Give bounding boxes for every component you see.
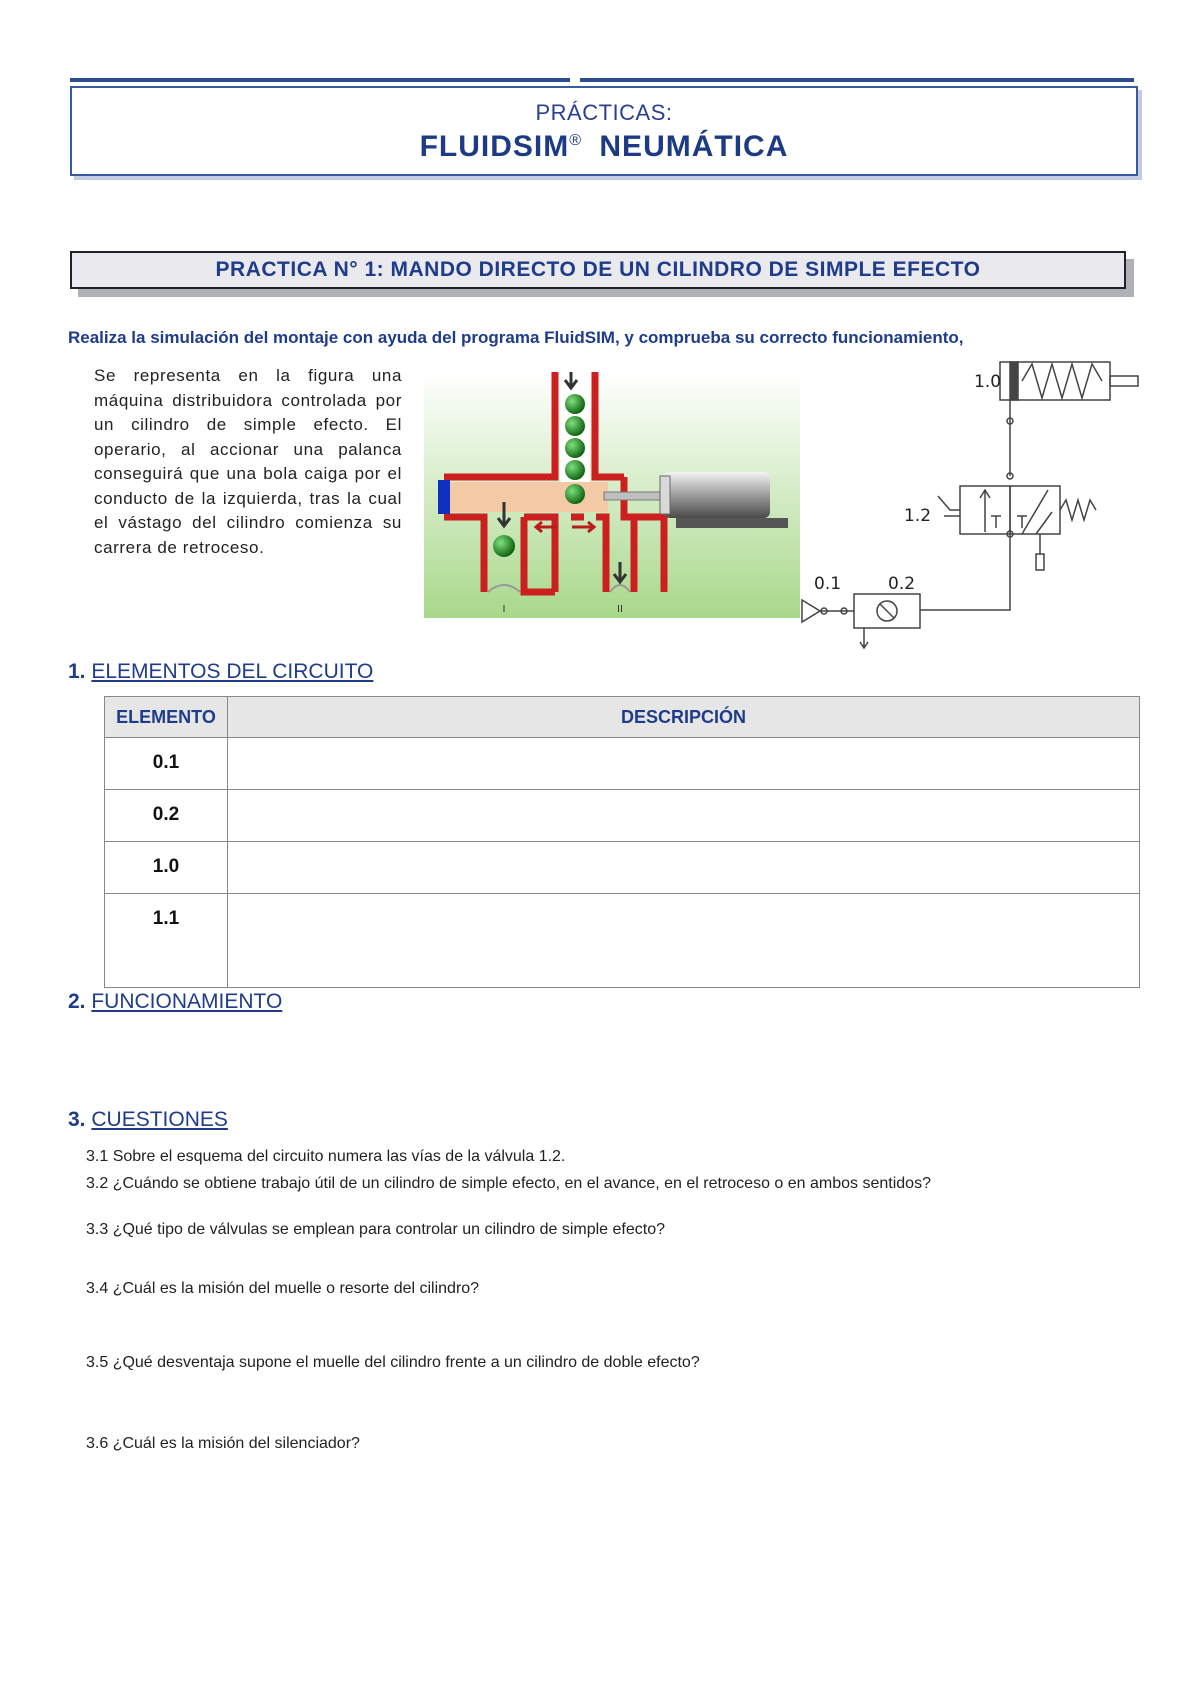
- header-title: [72, 130, 1136, 164]
- drain-arrow: [860, 628, 868, 648]
- cylinder-spring: [1022, 364, 1102, 398]
- section-3-number: 3.: [68, 1108, 86, 1131]
- section-1-title: ELEMENTOS DEL CIRCUITO: [91, 660, 374, 683]
- section-3-title: CUESTIONES: [91, 1108, 228, 1131]
- label-1-2: 1.2: [904, 506, 932, 526]
- element-code: 0.1: [105, 738, 228, 790]
- title-fluidsim: FLUIDSIM: [419, 130, 570, 163]
- gauge-needle: [880, 604, 894, 618]
- outlet-label-1: I: [502, 604, 506, 615]
- title-neumatica: NEUMÁTICA: [599, 130, 789, 163]
- valve-arrow-up: [980, 490, 990, 532]
- valve-t-symbol: [991, 516, 1001, 528]
- ball: [565, 460, 585, 480]
- table-header-row: [105, 697, 1140, 738]
- ball: [493, 535, 515, 557]
- label-0-2: 0.2: [888, 574, 916, 594]
- question-3-6: 3.6 ¿Cuál es la misión del silenciador?: [86, 1435, 360, 1452]
- ball: [565, 416, 585, 436]
- practice-title: PRACTICA N° 1: MANDO DIRECTO DE UN CILINDRO DE SIMPLE EFECTO: [70, 251, 1126, 289]
- cylinder-piston: [1010, 362, 1018, 400]
- question-3-4: 3.4 ¿Cuál es la misión del muelle o resorte del cilindro?: [86, 1280, 480, 1297]
- cylinder-stand: [676, 518, 788, 528]
- section-2-number: 2.: [68, 990, 86, 1013]
- pneumatic-circuit-diagram: [800, 356, 1140, 652]
- question-3-3: 3.3 ¿Qué tipo de válvulas se emplean para controlar un cilindro de simple efecto?: [86, 1221, 665, 1238]
- elements-table: [104, 696, 1140, 988]
- element-code: 1.1: [105, 894, 228, 988]
- description-cell[interactable]: [228, 894, 1140, 988]
- valve-cross: [1022, 490, 1052, 534]
- cylinder-rod: [1110, 376, 1138, 386]
- question-3-1: 3.1 Sobre el esquema del circuito numera las vías de la válvula 1.2.: [86, 1148, 566, 1165]
- section-1-number: 1.: [68, 660, 86, 683]
- supply-line: [920, 534, 1010, 610]
- valve-spring: [1060, 500, 1096, 520]
- section-1-heading: [68, 660, 373, 684]
- outlet-label-2: II: [617, 604, 623, 615]
- valve-lever: [938, 496, 960, 516]
- table-row: [105, 894, 1140, 988]
- element-code: 1.0: [105, 842, 228, 894]
- question-3-5: 3.5 ¿Qué desventaja supone el muelle del cilindro frente a un cilindro de doble efecto?: [86, 1354, 700, 1371]
- section-2-title: FUNCIONAMIENTO: [91, 990, 283, 1013]
- table-row: [105, 790, 1140, 842]
- description-cell[interactable]: [228, 842, 1140, 894]
- pressure-source-0-1: [802, 600, 820, 622]
- description-cell[interactable]: [228, 790, 1140, 842]
- description-cell[interactable]: [228, 738, 1140, 790]
- pneumatic-cylinder: [664, 472, 770, 518]
- table-row: [105, 842, 1140, 894]
- header-rule-right: [580, 78, 1134, 82]
- label-0-1: 0.1: [814, 574, 842, 594]
- section-3-heading: [68, 1108, 228, 1132]
- element-code: 0.2: [105, 790, 228, 842]
- header-rule-left: [70, 78, 570, 82]
- intro-instruction: Realiza la simulación del montaje con ayuda del programa FluidSIM, y comprueba su correcto funcionamiento,: [68, 328, 964, 347]
- table-row: [105, 738, 1140, 790]
- header-kicker: PRÁCTICAS:: [535, 100, 673, 125]
- header-elemento: ELEMENTO: [105, 697, 228, 738]
- label-1-0: 1.0: [974, 372, 1002, 392]
- section-2-heading: [68, 990, 282, 1014]
- ball: [565, 438, 585, 458]
- machine-description: Se representa en la figura una máquina distribuidora controlada por un cilindro de simple efecto. El operario, al accionar una palanca conseguirá que una bola caiga por el conducto de la izquierda, tras la cual el vástago del cilindro comienza su carrera de retroceso.: [94, 366, 402, 557]
- header-descripcion: DESCRIPCIÓN: [228, 697, 1140, 738]
- valve-exhaust: [1036, 534, 1044, 570]
- cylinder-cap: [660, 476, 670, 514]
- registered-mark: ®: [569, 132, 583, 149]
- ball: [565, 394, 585, 414]
- distributor-machine-illustration: [424, 372, 800, 618]
- left-piston: [438, 480, 450, 514]
- valve-t-symbol: [1017, 516, 1027, 528]
- ball: [565, 484, 585, 504]
- valve-1-2-right: [1010, 486, 1060, 534]
- question-3-2: 3.2 ¿Cuándo se obtiene trabajo útil de un cilindro de simple efecto, en el avance, en el retroceso o en ambos sentidos?: [86, 1175, 931, 1192]
- document-header: [70, 86, 1138, 176]
- piston-rod: [604, 492, 664, 500]
